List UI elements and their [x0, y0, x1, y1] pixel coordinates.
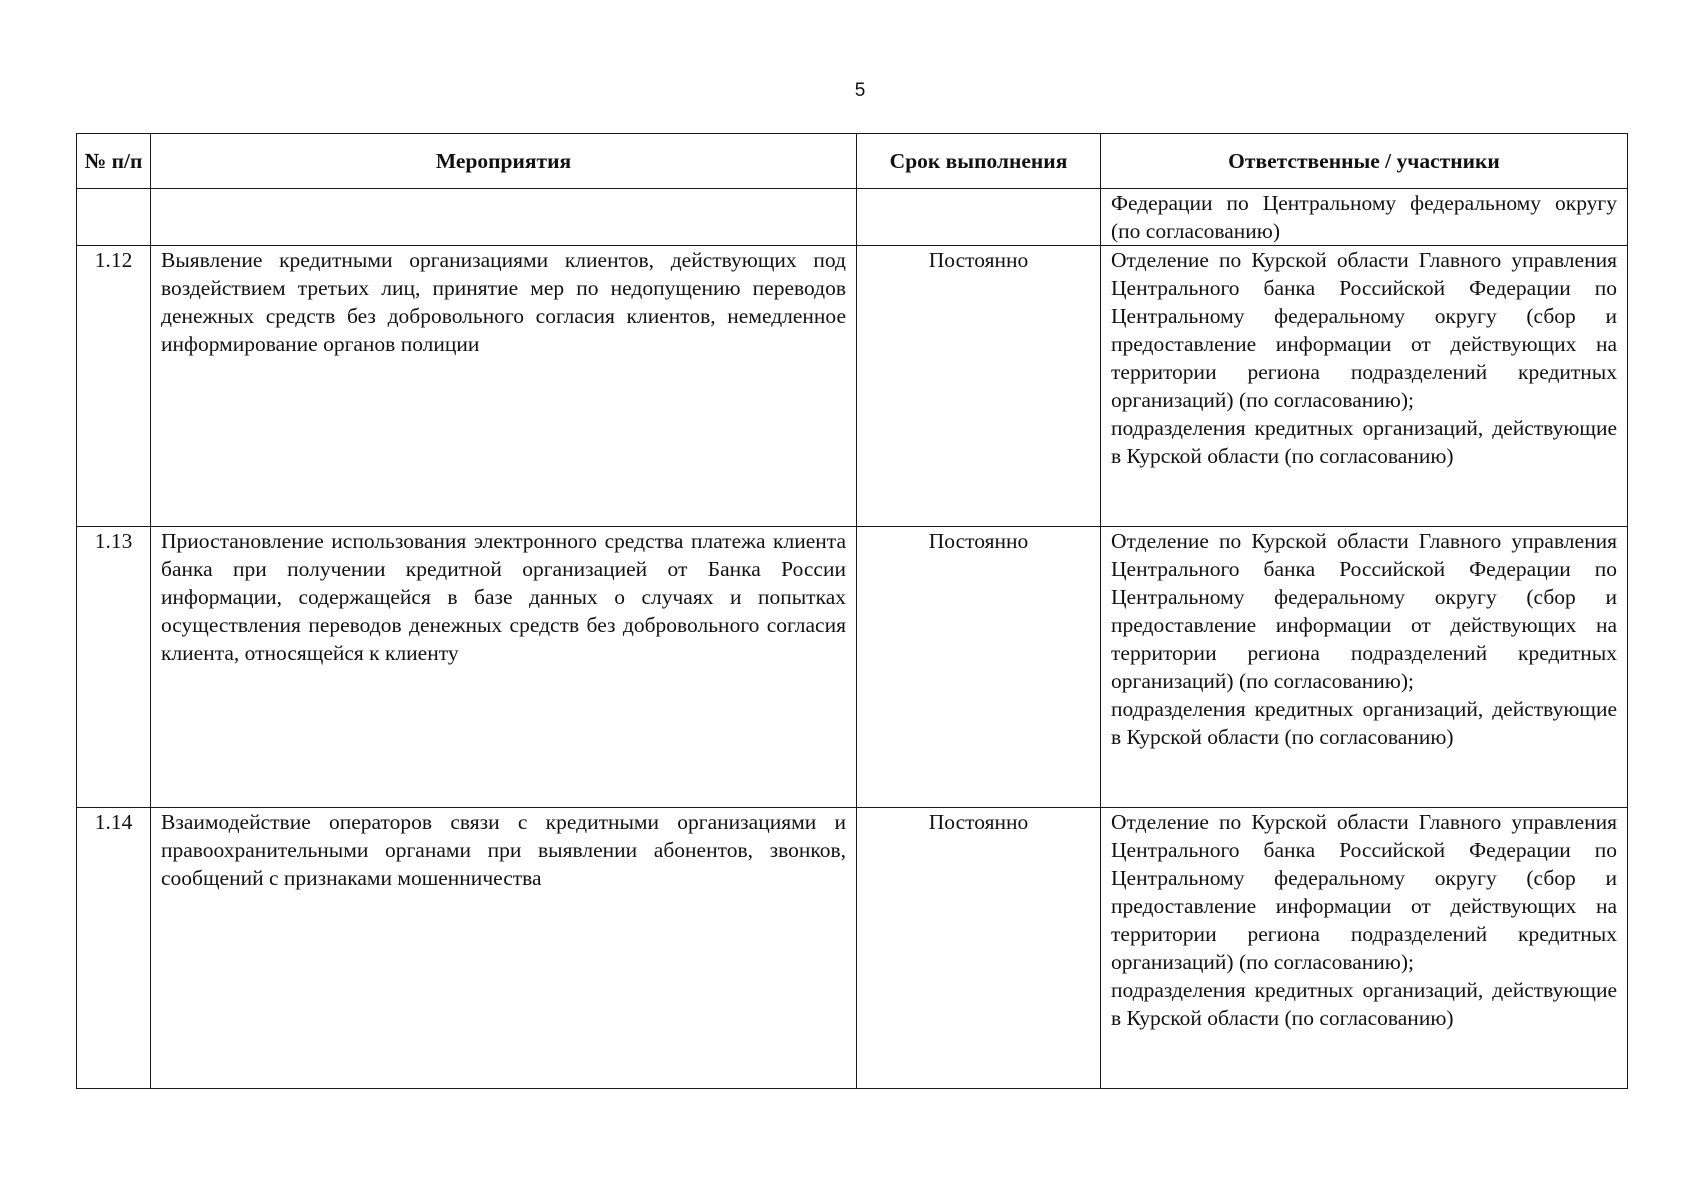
header-activity: Мероприятия — [151, 134, 857, 189]
cell-number — [77, 189, 151, 246]
header-row — [77, 134, 1628, 189]
cell-number: 1.13 — [77, 527, 151, 808]
header-number: № п/п — [77, 134, 151, 189]
table-body — [77, 189, 1628, 1089]
header-responsible: Ответственные / участники — [1101, 134, 1628, 189]
header-term: Срок выполнения — [857, 134, 1101, 189]
cell-term — [857, 189, 1101, 246]
table-row — [77, 808, 1628, 1089]
cell-number: 1.14 — [77, 808, 151, 1089]
cell-responsible: Отделение по Курской области Главного управления Центрального банка Российской Федерации по Центральному федеральному округу (сбор и предоставление информации от действующих на территории региона подразделений кредитных организаций) (по согласованию); подразделения кредитных организаций, действующие в Курской области (по согласованию) — [1101, 808, 1628, 1089]
page-number: 5 — [854, 80, 866, 101]
cell-number: 1.12 — [77, 246, 151, 527]
action-plan-table — [76, 133, 1628, 1089]
cell-term: Постоянно — [857, 527, 1101, 808]
cell-responsible: Отделение по Курской области Главного управления Центрального банка Российской Федерации по Центральному федеральному округу (сбор и предоставление информации от действующих на территории региона подразделений кредитных организаций) (по согласованию); подразделения кредитных организаций, действующие в Курской области (по согласованию) — [1101, 246, 1628, 527]
cell-responsible: Отделение по Курской области Главного управления Центрального банка Российской Федерации по Центральному федеральному округу (сбор и предоставление информации от действующих на территории региона подразделений кредитных организаций) (по согласованию); подразделения кредитных организаций, действующие в Курской области (по согласованию) — [1101, 527, 1628, 808]
cell-activity: Взаимодействие операторов связи с кредитными организациями и правоохранительными органами при выявлении абонентов, звонков, сообщений с признаками мошенничества — [151, 808, 857, 1089]
table-row-continuation — [77, 189, 1628, 246]
cell-term: Постоянно — [857, 246, 1101, 527]
cell-activity: Выявление кредитными организациями клиентов, действующих под воздействием третьих лиц, принятие мер по недопущению переводов денежных средств без добровольного согласия клиентов, немедленное информирование органов полиции — [151, 246, 857, 527]
table-header — [77, 134, 1628, 189]
cell-activity — [151, 189, 857, 246]
cell-term: Постоянно — [857, 808, 1101, 1089]
cell-activity: Приостановление использования электронного средства платежа клиента банка при получении кредитной организацией от Банка России информации, содержащейся в базе данных о случаях и попытках осуществления переводов денежных средств без добровольного согласия клиента, относящейся к клиенту — [151, 527, 857, 808]
table-row — [77, 527, 1628, 808]
table-row — [77, 246, 1628, 527]
cell-responsible: Федерации по Центральному федеральному округу (по согласованию) — [1101, 189, 1628, 246]
